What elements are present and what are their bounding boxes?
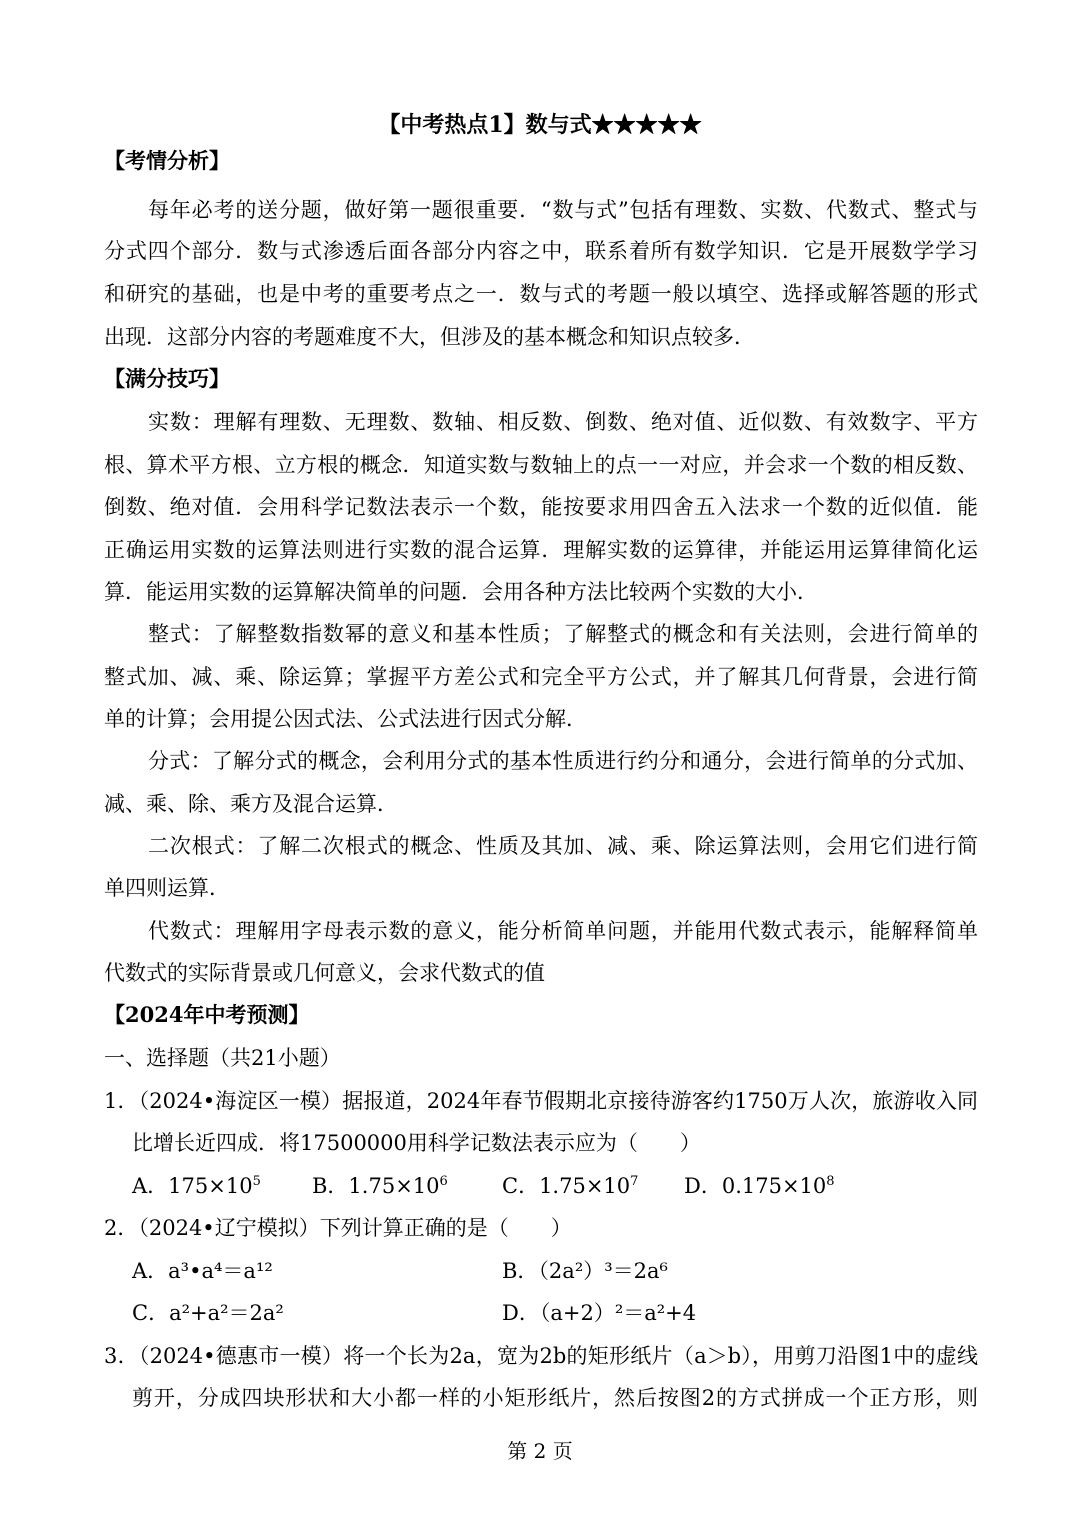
tips-real-line: 算．能运用实数的运算解决简单的问题．会用各种方法比较两个实数的大小．: [104, 580, 818, 604]
analysis-line: 每年必考的送分题，做好第一题很重要．“数与式”包括有理数、实数、代数式、整式与: [148, 198, 978, 222]
section-heading-forecast: 【2024年中考预测】: [104, 1002, 310, 1027]
q2-option-c: C．a²+a²＝2a²: [132, 1301, 284, 1325]
analysis-line: 出现．这部分内容的考题难度不大，但涉及的基本概念和知识点较多．: [104, 325, 755, 349]
tips-integral-line: 单的计算；会用提公因式法、公式法进行因式分解．: [104, 707, 587, 731]
tips-integral-line: 整式加、减、乘、除运算；掌握平方差公式和完全平方公式，并了解其几何背景，会进行简: [104, 665, 978, 689]
q1-option-c: C．$1.75\times 10^7$: [502, 1174, 639, 1198]
question-1-line: 1．（2024•海淀区一模）据报道，2024年春节假期北京接待游客约1750万人次，旅游收入同: [104, 1089, 978, 1113]
tips-radical-line: 单四则运算．: [104, 876, 230, 900]
q2-option-d: D．（a+2）²＝a²+4: [502, 1301, 697, 1325]
tips-real-line: 根、算术平方根、立方根的概念．知道实数与数轴上的点一一对应，并会求一个数的相反数、: [104, 453, 978, 477]
part-heading: 一、选择题（共21小题）: [104, 1046, 341, 1070]
question-2-line: 2．（2024•辽宁模拟）下列计算正确的是（ ）: [104, 1216, 572, 1240]
question-3-line: 3．（2024•德惠市一模）将一个长为2a，宽为2b的矩形纸片（a＞b），用剪刀沿图1中的虚线: [104, 1344, 978, 1368]
section-heading-tips: 【满分技巧】: [104, 366, 230, 391]
page-title: 【中考热点1】数与式★★★★★: [378, 112, 702, 138]
page-number: 第 2 页: [507, 1439, 573, 1463]
tips-fraction-line: 减、乘、除、乘方及混合运算．: [104, 792, 398, 816]
tips-real-line: 正确运用实数的运算法则进行实数的混合运算．理解实数的运算律，并能运用运算律简化运: [104, 538, 978, 562]
tips-integral-line: 整式：了解整数指数幂的意义和基本性质；了解整式的概念和有关法则，会进行简单的: [148, 622, 978, 646]
question-3-line: 剪开，分成四块形状和大小都一样的小矩形纸片，然后按图2的方式拼成一个正方形，则: [132, 1386, 978, 1410]
tips-fraction-line: 分式：了解分式的概念，会利用分式的基本性质进行约分和通分，会进行简单的分式加、: [148, 749, 978, 773]
tips-real-line: 倒数、绝对值．会用科学记数法表示一个数，能按要求用四舍五入法求一个数的近似值．能: [104, 495, 978, 519]
tips-algebraic-line: 代数式的实际背景或几何意义，会求代数式的值: [104, 961, 545, 985]
q2-option-b: B．（2a²）³＝2a⁶: [502, 1259, 668, 1283]
q1-option-a: A．$175\times 10^5$: [132, 1174, 261, 1198]
q1-option-b: B．$1.75\times 10^6$: [312, 1174, 448, 1198]
tips-radical-line: 二次根式：了解二次根式的概念、性质及其加、减、乘、除运算法则，会用它们进行简: [148, 834, 978, 858]
tips-real-line: 实数：理解有理数、无理数、数轴、相反数、倒数、绝对值、近似数、有效数字、平方: [148, 410, 978, 434]
tips-algebraic-line: 代数式：理解用字母表示数的意义，能分析简单问题，并能用代数式表示，能解释简单: [148, 919, 978, 943]
section-heading-analysis: 【考情分析】: [104, 148, 230, 173]
analysis-line: 和研究的基础，也是中考的重要考点之一．数与式的考题一般以填空、选择或解答题的形式: [104, 282, 978, 306]
question-1-line: 比增长近四成．将17500000用科学记数法表示应为（ ）: [132, 1131, 701, 1155]
q2-option-a: A．a³•a⁴＝a¹²: [132, 1259, 273, 1283]
analysis-line: 分式四个部分．数与式渗透后面各部分内容之中，联系着所有数学知识．它是开展数学学习: [104, 239, 978, 263]
q1-option-d: D．$0.175\times 10^8$: [684, 1174, 835, 1198]
